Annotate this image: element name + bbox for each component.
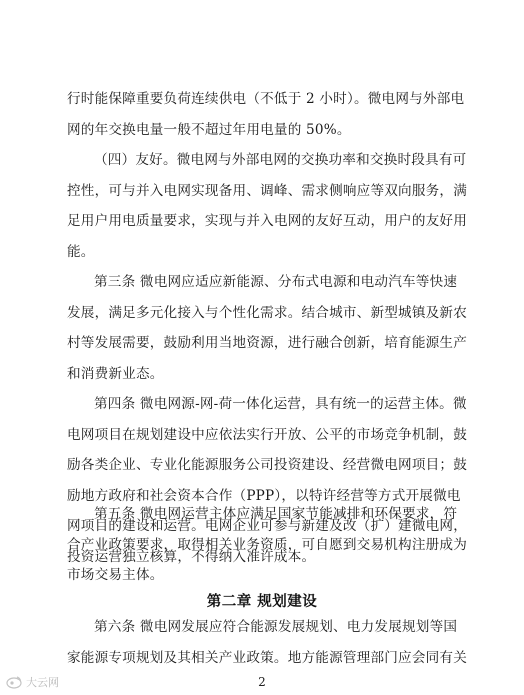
text-line: 市场交易主体。	[67, 567, 164, 583]
text-line: 足用户用电质量要求，实现与并入电网的友好互动，用户的友好用	[67, 213, 468, 229]
text-line: 网项目的建设和运营。电网企业可参与新建及改（扩）建微电网，	[67, 518, 468, 534]
text-line: 第四条 微电网源-网-荷一体化运营，具有统一的运营主体。微	[94, 396, 467, 412]
paragraph-article-3	[67, 267, 468, 389]
text-line: 家能源专项规划及其相关产业政策。地方能源管理部门应会同有关	[67, 649, 468, 666]
text-line: 励各类企业、专业化能源服务公司投资建设、经营微电网项目；鼓	[67, 457, 468, 473]
text-line: 合产业政策要求，取得相关业务资质，可自愿到交易机构注册成为	[67, 536, 468, 553]
text-line: 网的年交换电量一般不超过年用电量的 50%。	[67, 121, 351, 138]
text-line: 行时能保障重要负荷连续供电（不低于 2 小时）。微电网与外部电	[67, 91, 465, 107]
text-line: （四）友好。微电网与外部电网的交换功率和交换时段具有可	[94, 152, 467, 168]
text-line: 第三条 微电网应适应新能源、分布式电源和电动汽车等快速	[94, 274, 458, 290]
text-line: 能。	[67, 243, 95, 260]
text-line: 和消费新业态。	[67, 365, 164, 382]
paragraph-article-5	[67, 499, 468, 591]
text-line: 控性，可与并入电网实现备用、调峰、需求侧响应等双向服务，满	[67, 182, 468, 199]
text-line: 励地方政府和社会资本合作（PPP），以特许经营等方式开展微电	[67, 487, 461, 504]
text-line: 第五条 微电网运营主体应满足国家节能减排和环保要求，符	[94, 506, 458, 522]
paragraph-article-6	[67, 612, 468, 673]
paragraph-continuation	[67, 84, 465, 145]
text-line: 投资运营独立核算，不得纳入准许成本。	[67, 548, 316, 565]
text-line: 发展，满足多元化接入与个性化需求。结合城市、新型城镇及新农	[67, 304, 468, 321]
paragraph-friendly	[67, 145, 468, 267]
text-line: 第六条 微电网发展应符合能源发展规划、电力发展规划等国	[94, 619, 458, 635]
chapter-heading: 第二章 规划建设	[206, 594, 318, 610]
page-number: 2	[258, 675, 266, 689]
text-line: 电网项目在规划建设中应依法实行开放、公平的市场竞争机制，鼓	[67, 426, 468, 443]
watermark-text: 大云网	[26, 676, 59, 689]
text-line: 村等发展需要，鼓励利用当地资源，进行融合创新，培育能源生产	[67, 335, 468, 351]
